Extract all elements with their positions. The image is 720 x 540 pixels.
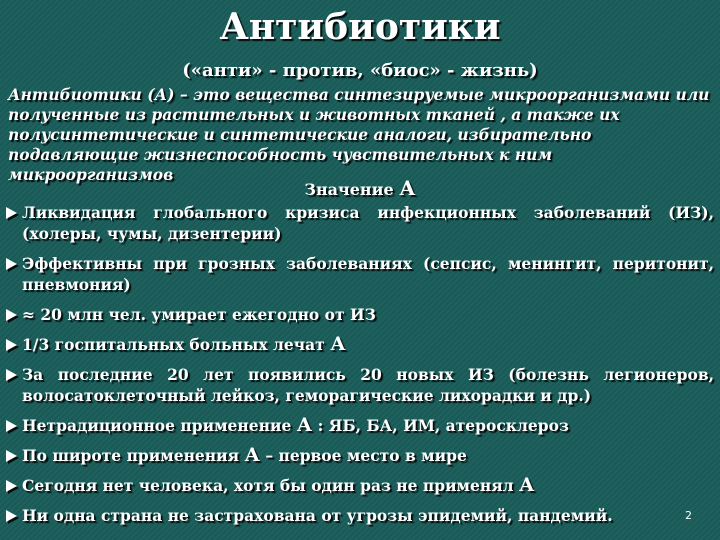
bullet-tail: – первое место в мире [259,446,467,465]
bullet-text: Ни одна страна не застрахована от угрозы эпидемий, пандемий. [22,506,613,525]
bullet-text: Эффективны при грозных заболеваниях (сепсис, менингит, перитонит, пневмония) [22,254,714,294]
section-heading-abbrev: А [399,176,416,200]
page-number: 2 [685,509,692,522]
slide-title: Антибиотики [219,6,501,48]
bullet-text: ≈ 20 млн чел. умирает ежегодно от ИЗ [22,305,376,324]
definition-paragraph: Антибиотики (А) – это вещества синтезируемые микроорганизмами или полученные из растительных и животных тканей , а также их полусинтетические и синтетические аналоги, избирательно подавляющие жизнеспособность чувствительных к ним микроорганизмов [8,85,710,184]
bullet-tail: : ЯБ, БА, ИМ, атеросклероз [312,416,569,435]
bullet-list [6,202,714,535]
bullet-item [6,475,714,496]
bullet-item [6,445,714,466]
bullet-abbrev: А [330,333,346,355]
arrowhead-bullet-icon [6,258,17,270]
bullet-item [6,334,714,355]
slide-subtitle: («анти» - против, «биос» - жизнь) [182,60,538,81]
bullet-abbrev: А [519,474,535,496]
arrowhead-bullet-icon [6,510,17,522]
bullet-text: По широте применения [22,446,245,465]
arrowhead-bullet-icon [6,369,17,381]
section-heading [0,176,720,200]
bullet-item [6,364,714,406]
bullet-abbrev: А [296,414,313,436]
bullet-text: 1/3 госпитальных больных лечат [22,335,331,354]
bullet-text: Нетрадиционное применение [22,416,297,435]
bullet-text: За последние 20 лет появились 20 новых ИЗ (болезнь легионеров, волосатоклеточный лейкоз, геморагические лихорадки и др.) [22,365,714,405]
bullet-item [6,202,714,244]
bullet-text: Ликвидация глобального кризиса инфекционных заболеваний (ИЗ), (холеры, чумы, дизентерии) [22,203,714,243]
arrowhead-bullet-icon [6,450,17,462]
arrowhead-bullet-icon [6,207,17,219]
bullet-item [6,253,714,295]
bullet-item [6,415,714,436]
arrowhead-bullet-icon [6,339,17,351]
bullet-text: Сегодня нет человека, хотя бы один раз не применял [22,476,520,495]
arrowhead-bullet-icon [6,420,17,432]
bullet-abbrev: А [244,444,260,466]
arrowhead-bullet-icon [6,480,17,492]
section-heading-text: Значение [304,180,400,199]
bullet-item [6,505,714,526]
arrowhead-bullet-icon [6,309,17,321]
bullet-item [6,304,714,325]
